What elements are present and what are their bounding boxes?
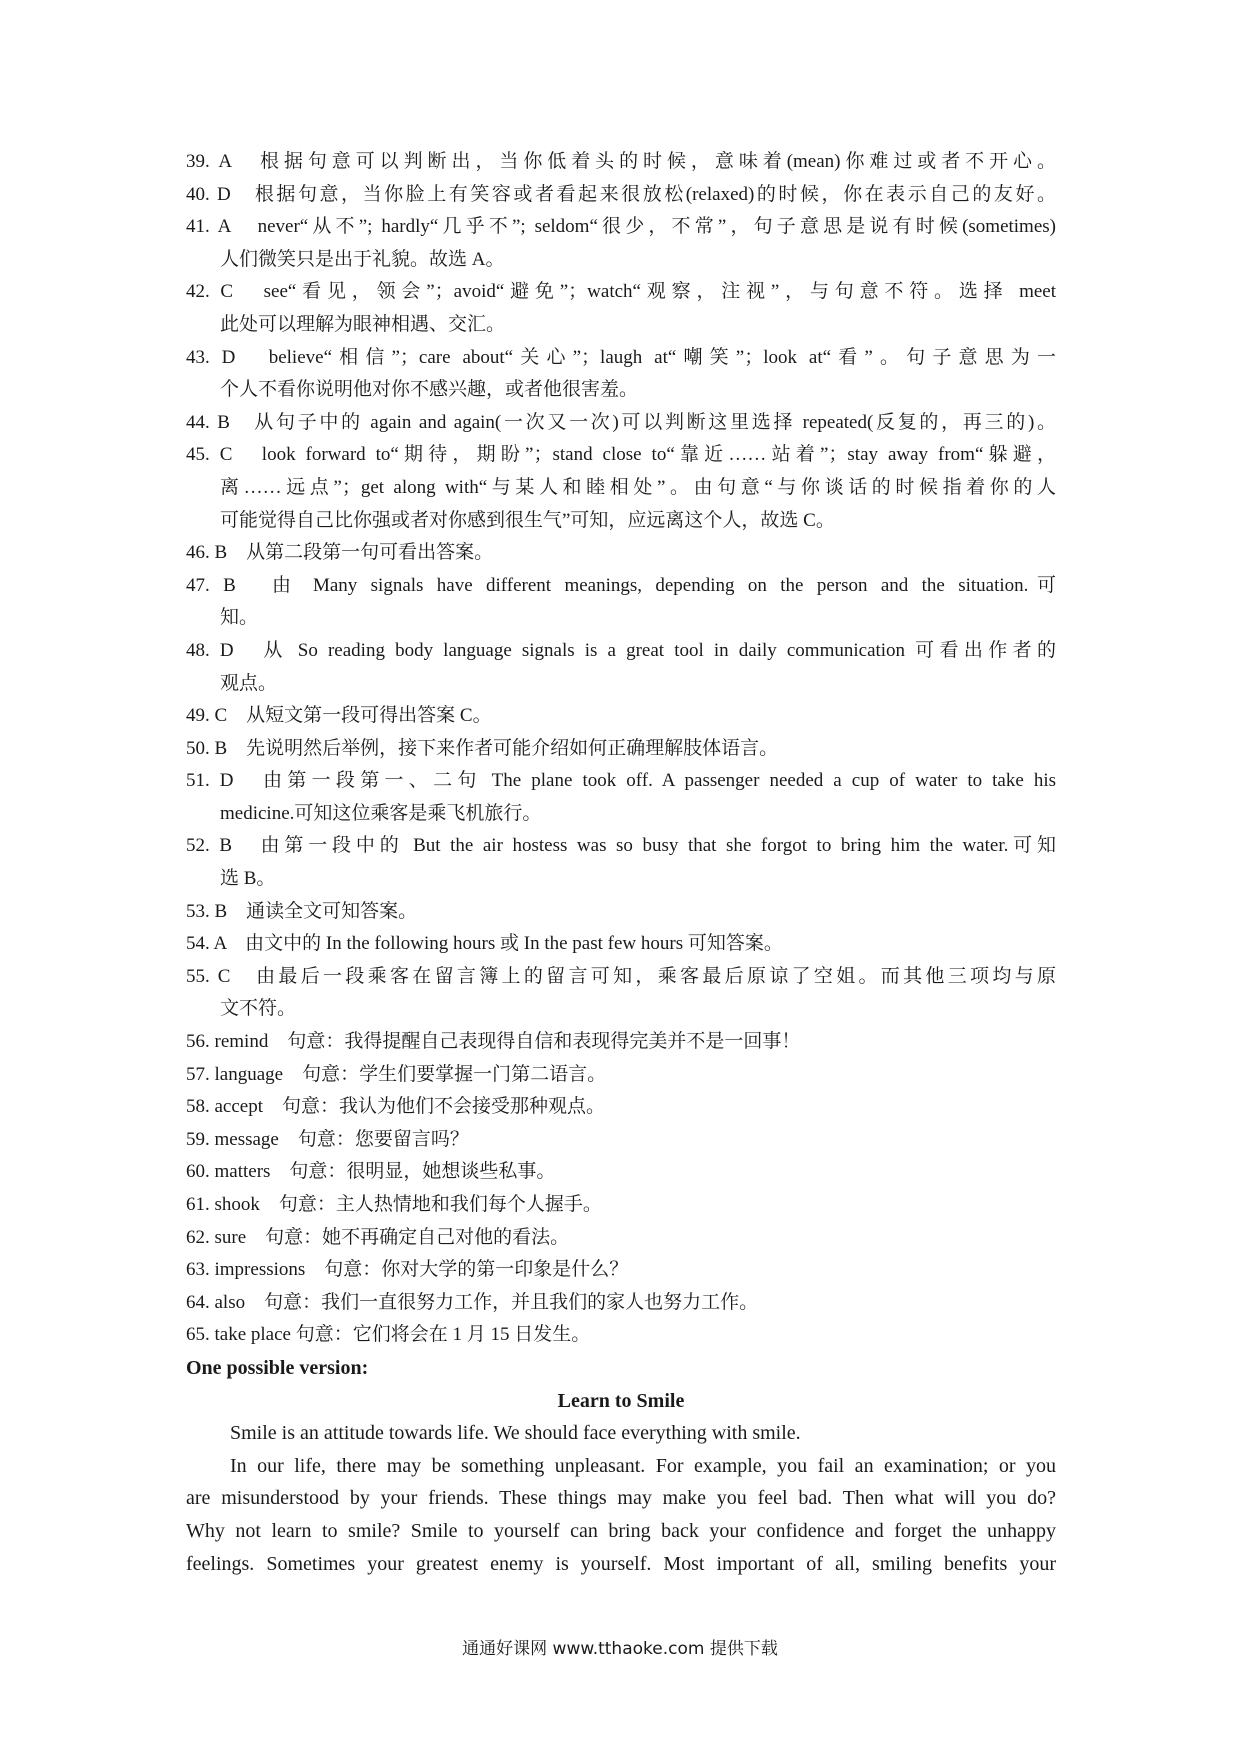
answer-39: 39. A 根据句意可以判断出，当你低着头的时候，意味着(mean)你难过或者不开心。: [186, 151, 1056, 172]
essay-heading: One possible version:: [186, 1356, 369, 1379]
answer-57: 57. language 句意：学生们要掌握一门第二语言。: [186, 1063, 607, 1085]
answer-42: 42. C see“看见，领会”；avoid“避免”；watch“观察，注视”，与句意不符。选择 meet: [186, 281, 1056, 303]
answer-46: 46. B 从第二段第一句可看出答案。: [186, 542, 494, 564]
answer-63: 63. impressions 句意：你对大学的第一印象是什么？: [186, 1259, 629, 1281]
answer-45: 45. C look forward to“期待，期盼”；stand close to“靠近……站着”；stay away from“躲避，: [186, 444, 1056, 466]
answer-55: 55. C 由最后一段乘客在留言簿上的留言可知，乘客最后原谅了空姐。而其他三项均与原: [186, 965, 1056, 987]
answer-41: 41. A never“从不”; hardly“几乎不”; seldom“很少，不常”，句子意思是说有时候(sometimes): [186, 216, 1056, 238]
answer-48-cont: 观点。: [220, 672, 278, 694]
answers-list: [186, 146, 1056, 1352]
answer-55-cont: 文不符。: [220, 998, 297, 1020]
essay-line-1: Smile is an attitude towards life. We should face everything with smile.: [230, 1422, 801, 1445]
answer-51-cont: medicine.可知这位乘客是乘飞机旅行。: [220, 802, 542, 824]
essay-line-3: are misunderstood by your friends. These things may make you feel bad. Then what will you do?: [186, 1487, 1056, 1510]
answer-50: 50. B 先说明然后举例，接下来作者可能介绍如何正确理解肢体语言。: [186, 737, 779, 759]
answer-49: 49. C 从短文第一段可得出答案 C。: [186, 705, 492, 727]
answer-47: 47. B 由 Many signals have different meanings, depending on the person and the situation.可: [186, 574, 1056, 596]
answer-61: 61. shook 句意：主人热情地和我们每个人握手。: [186, 1194, 602, 1215]
answer-44: 44. B 从句子中的 again and again(一次又一次)可以判断这里选择 repeated(反复的，再三的)。: [186, 411, 1056, 433]
answer-key-page: [186, 146, 1056, 1580]
answer-56: 56. remind 句意：我得提醒自己表现得自信和表现得完美并不是一回事！: [186, 1031, 801, 1053]
sample-essay: [186, 1352, 1056, 1580]
answer-60: 60. matters 句意：很明显，她想谈些私事。: [186, 1161, 556, 1183]
answer-43: 43. D believe“相信”；care about“关心”；laugh at“嘲笑”；look at“看”。句子意思为一: [186, 346, 1056, 368]
answer-62: 62. sure 句意：她不再确定自己对他的看法。: [186, 1226, 570, 1248]
answer-51: 51. D 由第一段第一、二句 The plane took off. A passenger needed a cup of water to take his: [186, 770, 1056, 792]
answer-52-cont: 选 B。: [220, 868, 276, 890]
answer-47-cont: 知。: [220, 607, 259, 629]
answer-41-cont: 人们微笑只是出于礼貌。故选 A。: [220, 248, 505, 270]
answer-65: 65. take place 句意：它们将会在 1 月 15 日发生。: [186, 1324, 591, 1346]
answer-42-cont: 此处可以理解为眼神相遇、交汇。: [220, 313, 506, 335]
answer-40: 40. D 根据句意，当你脸上有笑容或者看起来很放松(relaxed)的时候，你在表示自己的友好。: [186, 183, 1056, 205]
answer-53: 53. B 通读全文可知答案。: [186, 900, 418, 922]
essay-line-2: In our life, there may be something unpleasant. For example, you fail an examination; or you: [230, 1454, 1056, 1477]
page-footer: 通通好课网 www.tthaoke.com 提供下载: [462, 1639, 778, 1659]
answer-48: 48. D 从 So reading body language signals is a great tool in daily communication 可看出作者的: [186, 639, 1056, 661]
essay-line-5: feelings. Sometimes your greatest enemy is yourself. Most important of all, smiling benefits your: [186, 1552, 1056, 1575]
essay-line-4: Why not learn to smile? Smile to yourself can bring back your confidence and forget the unhappy: [186, 1519, 1056, 1542]
answer-52: 52. B 由第一段中的 But the air hostess was so busy that she forgot to bring him the water.可知: [186, 835, 1056, 857]
answer-64: 64. also 句意：我们一直很努力工作，并且我们的家人也努力工作。: [186, 1291, 759, 1313]
essay-title: Learn to Smile: [557, 1389, 685, 1412]
answer-58: 58. accept 句意：我认为他们不会接受那种观点。: [186, 1096, 606, 1118]
answer-54: 54. A 由文中的 In the following hours 或 In the past few hours 可知答案。: [186, 933, 783, 955]
answer-45-cont-2: 可能觉得自己比你强或者对你感到很生气”可知，应远离这个人，故选 C。: [220, 509, 835, 531]
answer-59: 59. message 句意：您要留言吗？: [186, 1128, 469, 1150]
answer-45-cont-1: 离……远点”；get along with“与某人和睦相处”。由句意“与你谈话的时候指着你的人: [220, 476, 1056, 498]
answer-43-cont: 个人不看你说明他对你不感兴趣，或者他很害羞。: [220, 379, 639, 401]
